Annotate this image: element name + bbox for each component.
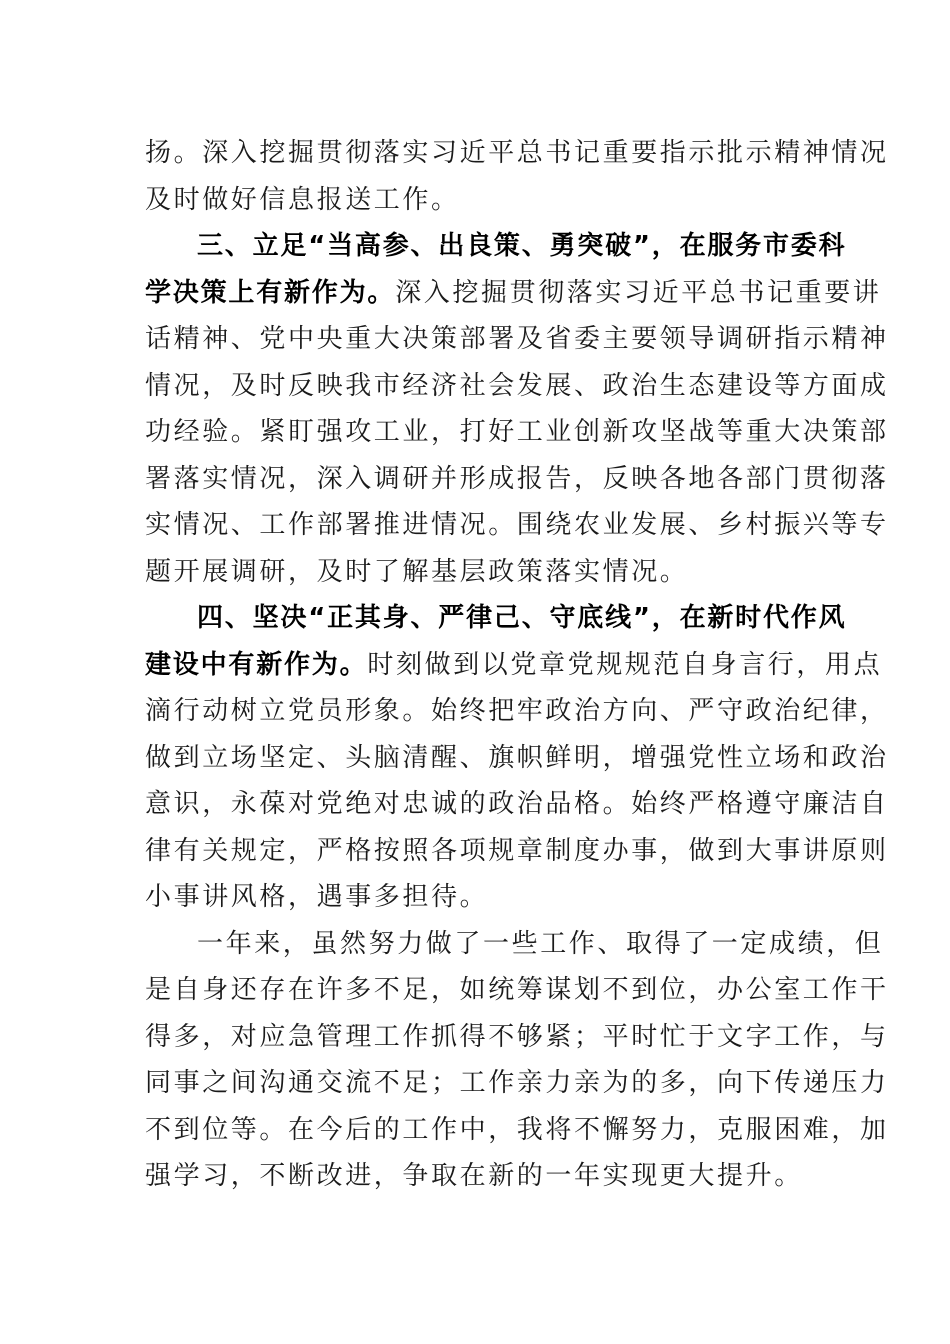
p3-heading-line-1: 四、坚决“正其身、严律己、守底线”，在新时代作风 xyxy=(197,603,847,633)
p2-line-4: 情况，及时反映我市经济社会发展、政治生态建设等方面成 xyxy=(145,371,889,401)
p3-heading-tail: 建设中有新作为。 xyxy=(145,650,368,680)
p2-line-2 xyxy=(145,273,882,313)
p2-line-5: 功经验。紧盯强攻工业，打好工业创新攻坚战等重大决策部 xyxy=(145,417,889,447)
p2-heading-line-1: 三、立足“当高参、出良策、勇突破”，在服务市委科 xyxy=(197,231,847,261)
p3-line-6: 律有关规定，严格按照各项规章制度办事，做到大事讲原则 xyxy=(145,836,889,866)
p2-line-3: 话精神、党中央重大决策部署及省委主要领导调研指示精神 xyxy=(145,324,889,354)
p3-line-7: 小事讲风格，遇事多担待。 xyxy=(145,882,489,912)
p2-line-7: 实情况、工作部署推进情况。围绕农业发展、乡村振兴等专 xyxy=(145,510,889,540)
p3-line-3: 滴行动树立党员形象。始终把牢政治方向、严守政治纪律， xyxy=(145,696,889,726)
p2-line-8: 题开展调研，及时了解基层政策落实情况。 xyxy=(145,557,689,587)
p2-line-2-text: 深入挖掘贯彻落实习近平总书记重要讲 xyxy=(395,278,882,308)
p3-line-2 xyxy=(145,645,883,685)
p4-line-3: 得多，对应急管理工作抓得不够紧；平时忙于文字工作，与 xyxy=(145,1022,889,1052)
p2-line-6: 署落实情况，深入调研并形成报告，反映各地各部门贯彻落 xyxy=(145,464,889,494)
p4-line-2: 是自身还存在许多不足，如统筹谋划不到位，办公室工作干 xyxy=(145,975,889,1005)
p3-line-4: 做到立场坚定、头脑清醒、旗帜鲜明，增强党性立场和政治 xyxy=(145,743,889,773)
p4-line-5: 不到位等。在今后的工作中，我将不懈努力，克服困难，加 xyxy=(145,1115,889,1145)
p4-line-6: 强学习，不断改进，争取在新的一年实现更大提升。 xyxy=(145,1161,803,1191)
p2-heading-tail: 学决策上有新作为。 xyxy=(145,278,396,308)
p1-line-1: 扬。深入挖掘贯彻落实习近平总书记重要指示批示精神情况 xyxy=(145,138,889,168)
p1-line-2: 及时做好信息报送工作。 xyxy=(145,185,460,215)
p4-line-4: 同事之间沟通交流不足；工作亲力亲为的多，向下传递压力 xyxy=(145,1068,889,1098)
p3-line-5: 意识，永葆对党绝对忠诚的政治品格。始终严格遵守廉洁自 xyxy=(145,789,889,819)
p3-line-2-text: 时刻做到以党章党规规范自身言行，用点 xyxy=(367,650,883,680)
p4-line-1: 一年来，虽然努力做了一些工作、取得了一定成绩，但 xyxy=(197,929,884,959)
